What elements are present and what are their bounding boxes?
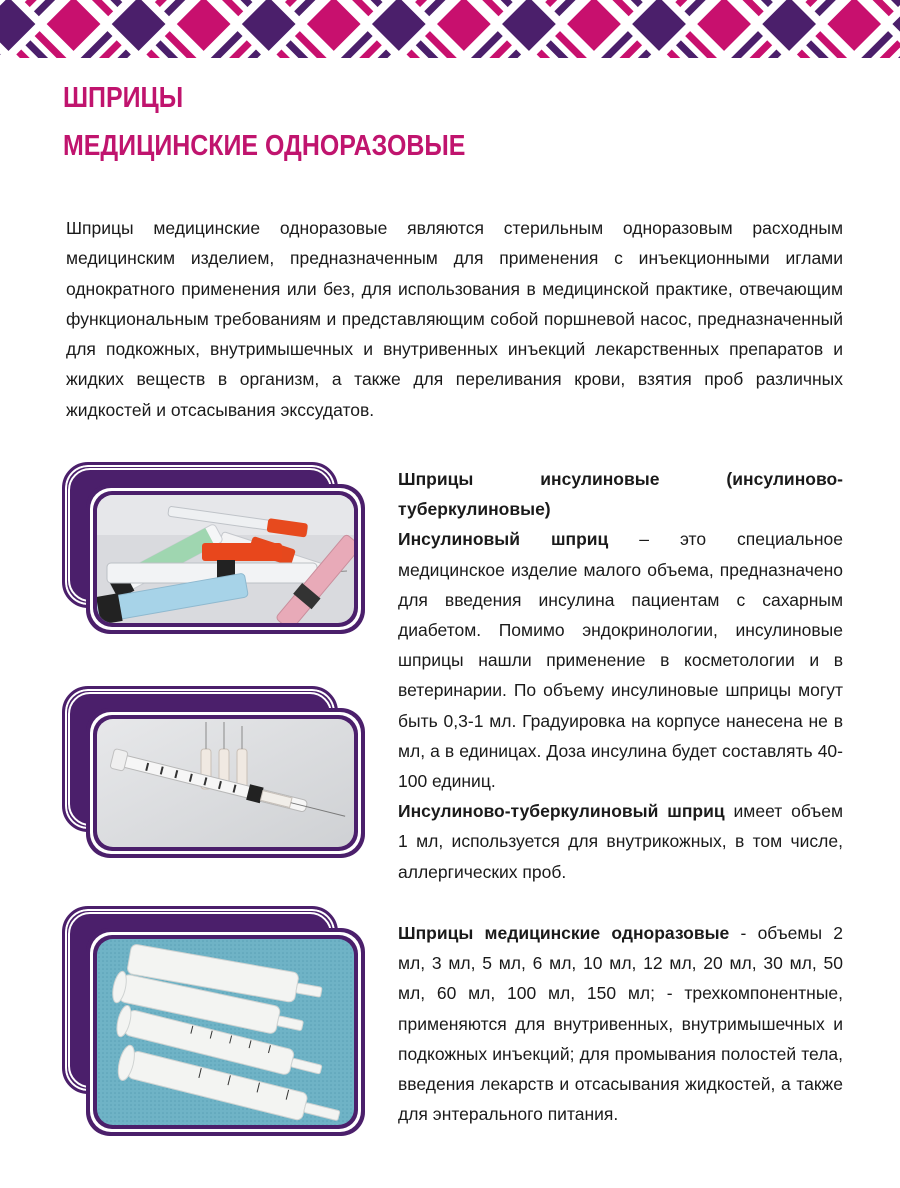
- tuberculin-syringe-term: Инсулиново-туберкулиновый шприц: [398, 801, 725, 822]
- page-title: [63, 74, 465, 170]
- disposable-syringes-description: [398, 918, 843, 1129]
- insulin-syringe-term: Инсулиновый шприц: [398, 529, 609, 550]
- insulin-syringes-photo-icon: [97, 495, 354, 623]
- image-frame-disposable-syringes: [62, 906, 367, 1136]
- title-line-2: МЕДИЦИНСКИЕ ОДНОРАЗОВЫЕ: [63, 130, 466, 162]
- disposable-syringes-text: - объемы 2 мл, 3 мл, 5 мл, 6 мл, 10 мл, 12 мл, 20 мл, 30 мл, 50 мл, 60 мл, 100 мл, 150 мл; - трехкомпонентные, применяются для внутривенных, внутримышечных и подкожных инъекций; для промывания полостей тела, введения лекарств и отсасывания жидкостей, а также для энтерального питания.: [398, 923, 844, 1125]
- header-pattern: [0, 0, 900, 58]
- insulin-syringes-description: [398, 464, 843, 887]
- intro-paragraph: Шприцы медицинские одноразовые являются стерильным одноразовым расходным медицинским изделием, предназначенным для применения с инъекционными иглами однократного применения или без, для использования в медицинской практике, отвечающим функциональным требованиям и представляющим собой поршневой насос, предназначенный для подкожных, внутримышечных и внутривенных инъекций лекарственных препаратов и жидких веществ в организм, а также для переливания крови, взятия проб различных жидкостей и отсасывания экссудатов.: [66, 218, 843, 420]
- disposable-syringes-term: Шприцы медицинские одноразовые: [398, 923, 730, 943]
- insulin-section-heading: Шприцы инсулиновые (инсулиново-туберкулиновые): [398, 469, 843, 520]
- image-frame-insulin-syringes: [62, 462, 367, 634]
- image-frame-tuberculin-syringe: [62, 686, 367, 858]
- title-line-1: ШПРИЦЫ: [63, 82, 184, 114]
- tuberculin-syringe-photo-icon: [97, 719, 354, 847]
- insulin-syringe-text: – это специальное медицинское изделие малого объема, предназначено для введения инсулина пациентам с сахарным диабетом. Помимо эндокринологии, инсулиновые шприцы нашли применение в косметологии и в ветеринарии. По объему инсулиновые шприцы могут быть 0,3-1 мл. Градуировка на корпусе нанесена не в мл, а в единицах. Доза инсулина будет составлять 40-100 единиц.: [398, 529, 843, 792]
- disposable-syringes-photo-icon: [97, 939, 354, 1125]
- tuberculin-syringe-text: имеет объем 1 мл, используется для внутрикожных, в том числе, аллергических проб.: [398, 801, 843, 882]
